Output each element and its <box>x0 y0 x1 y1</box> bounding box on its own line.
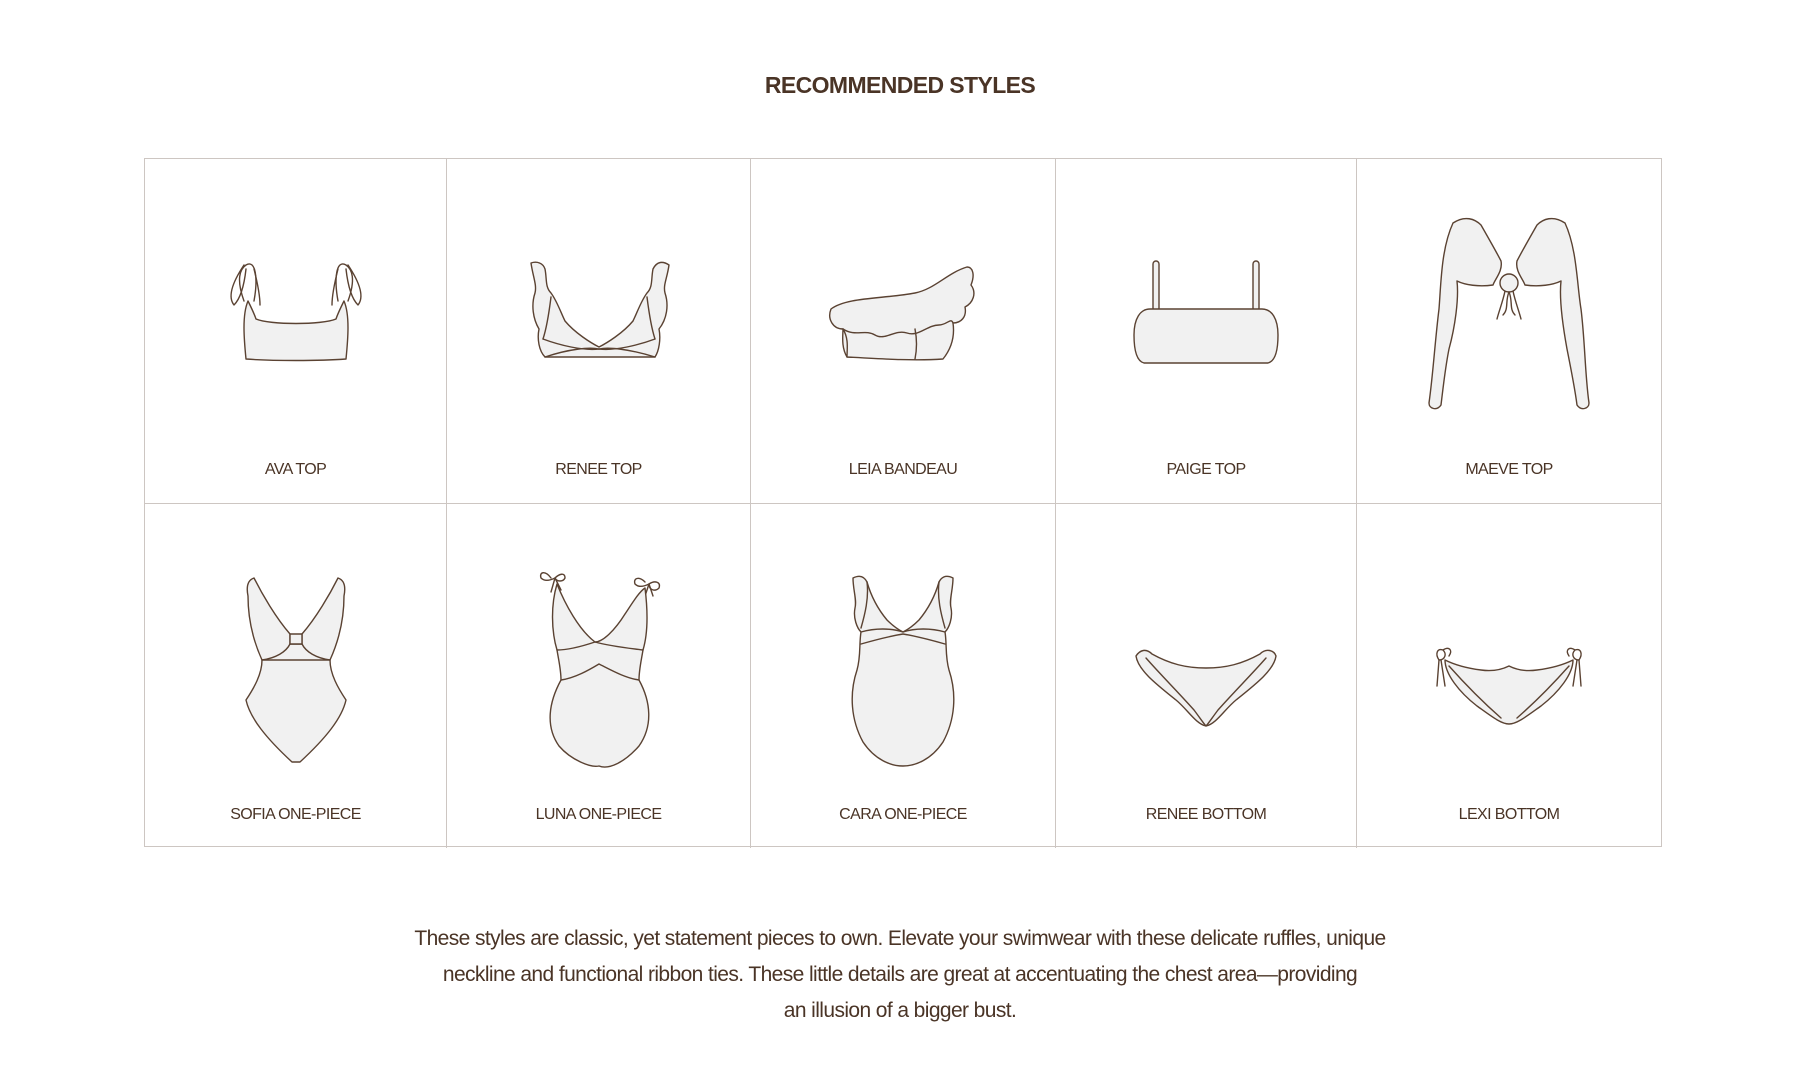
description-line: neckline and functional ribbon ties. These little details are great at accentuating the chest area—providing <box>442 963 1358 986</box>
renee-top-icon <box>499 189 699 429</box>
product-name[interactable]: SOFIA ONE-PIECE <box>230 806 361 823</box>
product-name[interactable]: PAIGE TOP <box>1166 461 1246 478</box>
paige-top-icon <box>1106 189 1306 429</box>
description-paragraph <box>350 921 1450 1029</box>
product-card-renee-bottom[interactable] <box>1056 504 1357 848</box>
product-name[interactable]: AVA TOP <box>264 461 327 478</box>
product-name[interactable]: RENEE TOP <box>555 461 642 478</box>
product-card-maeve-top[interactable] <box>1357 159 1661 504</box>
product-card-lexi-bottom[interactable] <box>1357 504 1661 848</box>
product-name[interactable]: LUNA ONE-PIECE <box>535 806 662 823</box>
product-card-luna-one-piece[interactable] <box>447 504 751 848</box>
product-card-ava-top[interactable] <box>145 159 447 504</box>
renee-bottom-icon <box>1106 534 1306 774</box>
section-title: RECOMMENDED STYLES <box>764 72 1036 98</box>
product-card-sofia-one-piece[interactable] <box>145 504 447 848</box>
leia-bandeau-icon <box>803 189 1003 429</box>
ava-top-icon <box>196 189 396 429</box>
description-line: an illusion of a bigger bust. <box>783 999 1017 1022</box>
product-name[interactable]: LEIA BANDEAU <box>848 461 958 478</box>
description-line: These styles are classic, yet statement pieces to own. Elevate your swimwear with these delicate ruffles, unique <box>414 927 1386 950</box>
product-card-cara-one-piece[interactable] <box>751 504 1056 848</box>
product-name[interactable]: MAEVE TOP <box>1465 461 1553 478</box>
product-card-leia-bandeau[interactable] <box>751 159 1056 504</box>
cara-one-piece-icon <box>803 534 1003 774</box>
product-name[interactable]: RENEE BOTTOM <box>1145 806 1267 823</box>
product-name[interactable]: LEXI BOTTOM <box>1458 806 1560 823</box>
product-card-paige-top[interactable] <box>1056 159 1357 504</box>
lexi-bottom-icon <box>1409 534 1609 774</box>
sofia-one-piece-icon <box>196 534 396 774</box>
luna-one-piece-icon <box>499 534 699 774</box>
maeve-top-icon <box>1409 189 1609 429</box>
styles-grid <box>144 158 1662 847</box>
product-card-renee-top[interactable] <box>447 159 751 504</box>
product-name[interactable]: CARA ONE-PIECE <box>839 806 967 823</box>
